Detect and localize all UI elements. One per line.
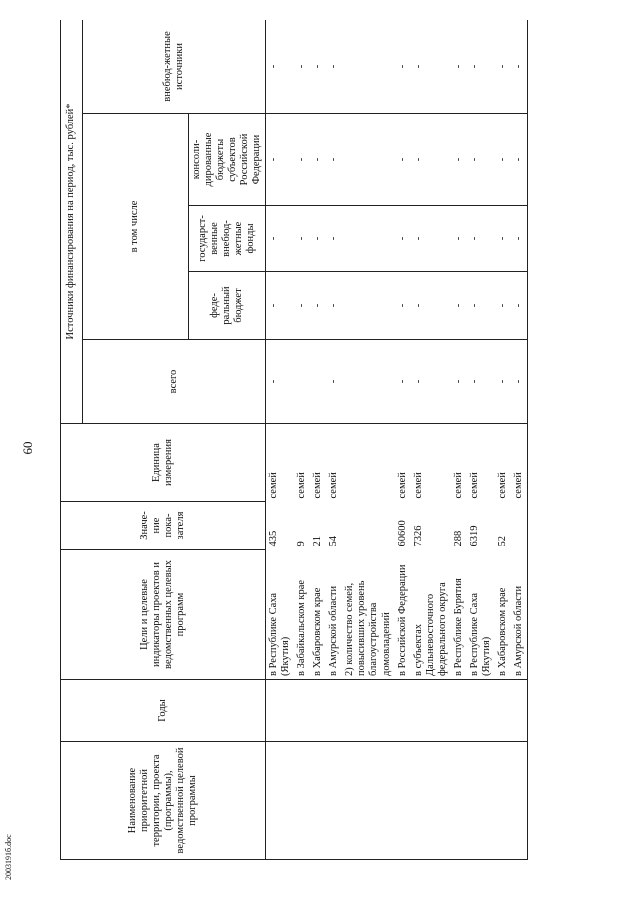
cell-federal: - [411,272,451,340]
table-row [310,20,326,860]
cell-value: 288 [452,530,464,547]
cell-unit: семей [452,472,464,499]
cell-consolidated: - [395,114,411,206]
cell-consolidated: - [294,114,310,206]
table-row [451,20,467,860]
cell-federal: - [395,272,411,340]
cell-value [511,502,528,550]
cell-years [411,680,451,742]
cell-years [326,680,342,742]
cell-unit: семей [396,472,408,499]
cell-state-funds: - [310,206,326,272]
cell-offbudget: - [495,20,511,114]
cell-federal: - [451,272,467,340]
cell-federal: - [310,272,326,340]
cell-total: - [467,340,495,424]
cell-unit: семей [497,472,508,499]
header-name: Наименование приоритетной территории, проекта (программы), ведомственной целевой программы [61,742,266,860]
page-number: 60 [20,441,35,455]
cell-state-funds: - [266,206,295,272]
cell-offbudget: - [411,20,451,114]
header-state-funds: государст-венные внебюд-жетные фонды [188,206,265,272]
header-financing: Источники финансирования на период, тыс. рублей* [61,20,83,424]
cell-consolidated: - [326,114,342,206]
cell-total [310,340,326,424]
cell-federal: - [511,272,528,340]
cell-name [511,742,528,860]
cell-total: - [495,340,511,424]
cell-offbudget: - [451,20,467,114]
rotated-table-content [60,20,620,860]
cell-federal: - [266,272,295,340]
table-row [411,20,451,860]
cell-federal: - [495,272,511,340]
cell-value: 52 [497,536,508,547]
cell-total: - [395,340,411,424]
header-goals: Цели и целевые индикаторы проектов и ведомственных целевых программ [61,550,266,680]
rotated-table-frame [60,20,620,860]
cell-state-funds: - [495,206,511,272]
financing-table [60,20,528,860]
cell-label: в Хабаровском крае [495,550,511,680]
cell-state-funds: - [326,206,342,272]
header-federal: феде-ральный бюджет [188,272,265,340]
cell-unit: семей [296,472,308,499]
header-consolidated: консоли-дированные бюджеты субъектов Российской Федерации [188,114,265,206]
cell-label: 2) количество семей, повысивших уровень благоустройства домовладений [342,550,394,680]
cell-label: в Российской Федерации [395,550,411,680]
header-including: в том числе [83,114,189,340]
cell-state-funds [342,206,394,272]
cell-label: в Хабаровском крае [310,550,326,680]
cell-name [495,742,511,860]
cell-name [411,742,451,860]
cell-years [310,680,326,742]
cell-unit [342,424,394,502]
table-row [467,20,495,860]
cell-value [342,502,394,550]
cell-value: 6319 [468,525,480,547]
cell-years [511,680,528,742]
table-row [294,20,310,860]
cell-state-funds: - [451,206,467,272]
cell-consolidated: - [511,114,528,206]
cell-label: в Республике Саха (Якутия) [467,550,495,680]
cell-state-funds: - [467,206,495,272]
cell-total: - [451,340,467,424]
cell-value: 21 [312,536,324,547]
cell-federal: - [326,272,342,340]
cell-state-funds: - [411,206,451,272]
table-row [326,20,342,860]
table-row [395,20,411,860]
cell-years [266,680,295,742]
cell-offbudget: - [294,20,310,114]
table-row [495,20,511,860]
header-value: Значе-ние пока-зателя [61,502,266,550]
cell-offbudget [342,20,394,114]
cell-unit: семей [511,424,528,502]
cell-years [294,680,310,742]
cell-total [294,340,310,424]
cell-years [342,680,394,742]
cell-label: в Республике Бурятия [451,550,467,680]
cell-offbudget: - [511,20,528,114]
cell-value: 9 [296,541,308,547]
table-body [266,20,528,860]
cell-years [451,680,467,742]
cell-offbudget: - [467,20,495,114]
cell-name [326,742,342,860]
cell-years [467,680,495,742]
cell-years [395,680,411,742]
table-row [266,20,295,860]
cell-consolidated: - [266,114,295,206]
cell-federal [342,272,394,340]
footer-filename: 2003191б.doc [4,834,13,880]
cell-name [467,742,495,860]
cell-unit: семей [268,472,279,499]
cell-total: - [411,340,451,424]
cell-name [266,742,295,860]
header-unit: Единица измерения [61,424,266,502]
cell-state-funds: - [395,206,411,272]
cell-unit: семей [468,472,480,499]
cell-total [342,340,394,424]
cell-total: - [266,340,295,424]
header-total: всего [83,340,266,424]
cell-label: в Амурской области [326,550,342,680]
cell-consolidated: - [310,114,326,206]
cell-value: 435 [268,530,279,547]
cell-consolidated: - [467,114,495,206]
cell-consolidated: - [411,114,451,206]
cell-unit: семей [312,472,324,499]
cell-years [495,680,511,742]
cell-federal: - [467,272,495,340]
cell-name [451,742,467,860]
header-offbudget: внебюд-жетные источники [83,20,266,114]
cell-total: - [326,340,342,424]
header-years: Годы [61,680,266,742]
cell-unit: семей [412,472,424,499]
cell-state-funds: - [294,206,310,272]
cell-federal: - [294,272,310,340]
cell-total: - [511,340,528,424]
cell-value: 54 [328,536,340,547]
cell-label: в Амурской области [511,550,528,680]
cell-consolidated [342,114,394,206]
cell-value: 7326 [412,525,424,547]
cell-state-funds: - [511,206,528,272]
cell-label: в субъектах Дальневосточного федерального округа [411,550,451,680]
cell-value: 60600 [396,520,408,547]
cell-offbudget: - [266,20,295,114]
cell-offbudget: - [310,20,326,114]
cell-name [310,742,326,860]
table-row [511,20,528,860]
cell-name [342,742,394,860]
cell-consolidated: - [451,114,467,206]
cell-unit: семей [328,472,340,499]
cell-consolidated: - [495,114,511,206]
cell-offbudget: - [326,20,342,114]
cell-label: в Республике Саха (Якутия) [266,550,295,680]
cell-offbudget: - [395,20,411,114]
cell-label: в Забайкальском крае [294,550,310,680]
cell-name [294,742,310,860]
cell-name [395,742,411,860]
table-row [342,20,394,860]
